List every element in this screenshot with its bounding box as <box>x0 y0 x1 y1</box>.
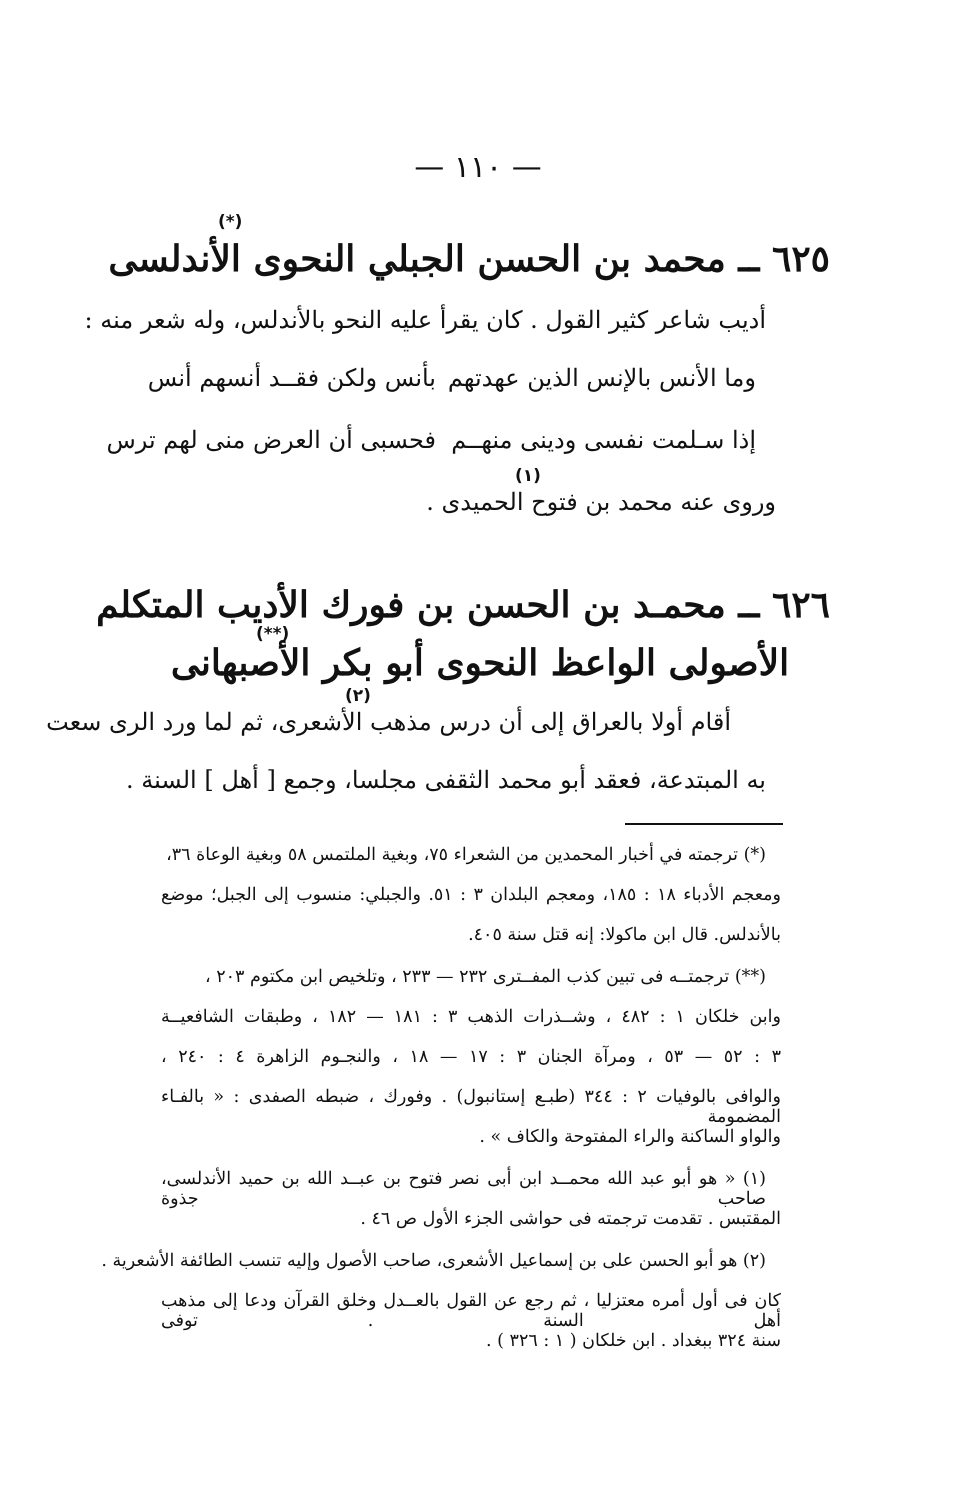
footnote-line: سنة ٣٢٤ ببغداد . ابن خلكان ( ١ : ٣٢٦ ) . <box>486 1331 781 1351</box>
entry-625-closing-line: وروى عنه محمد بن فتوح الحميدى . <box>426 488 776 516</box>
verse-1-second-hemistich: بأنس ولكن فقــد أنسهم أنس <box>147 364 436 392</box>
line-footnote-marker-2: (٢) <box>345 686 371 706</box>
footnote-line: كان فى أول أمره معتزليا ، ثم رجع عن القول بالعــدل وخلق القرآن ودعا إلى مذهب أهل السنة . توفى <box>161 1291 781 1331</box>
footnote-line: (*) ترجمته في أخبار المحمدين من الشعراء ٧٥، وبغية الملتمس ٥٨ وبغية الوعاة ٣٦، <box>166 845 766 865</box>
footnote-line: والواو الساكنة والراء المفتوحة والكاف » . <box>479 1127 781 1147</box>
footnote-line: (٢) هو أبو الحسن على بن إسماعيل الأشعرى، صاحب الأصول وإليه تنسب الطائفة الأشعرية . <box>101 1251 766 1271</box>
verse-1-first-hemistich: وما الأنس بالإنس الذين عهدتهم <box>447 364 756 392</box>
verse-2-second-hemistich: فحسبى أن العرض منى لهم ترس <box>106 426 436 454</box>
footnote-line: (١) « هو أبو عبد الله محمــد ابن أبى نصر فتوح بن عبــد الله بن حميد الأندلسى، صاحب جذوة <box>161 1169 766 1209</box>
footnote-line: ٣ : ٥٢ — ٥٣ ، ومرآة الجنان ٣ : ١٧ — ١٨ ، والنجـوم الزاهرة ٤ : ٢٤٠ ، <box>161 1047 781 1067</box>
footnote-line: ومعجم الأدباء ١٨ : ١٨٥، ومعجم البلدان ٣ : ٥١. والجبلي: منسوب إلى الجبل؛ موضع <box>161 885 781 905</box>
entry-heading-626-line-2: الأصولى الواعظ النحوى أبو بكر الأصبهانى <box>170 642 790 684</box>
entry-625-text-line: أديب شاعر كثير القول . كان يقرأ عليه النحو بالأندلس، وله شعر منه : <box>84 306 766 334</box>
verse-2-first-hemistich: إذا سـلمت نفسى ودينى منهــم <box>451 426 756 454</box>
page-number: — ١١٠ — <box>414 150 542 185</box>
heading-footnote-marker: (*) <box>218 212 243 232</box>
footnote-line: وابن خلكان ١ : ٤٨٢ ، وشــذرات الذهب ٣ : ١٨١ — ١٨٢ ، وطبقات الشافعيــة <box>161 1007 781 1027</box>
line-footnote-marker-1: (١) <box>515 466 541 486</box>
entry-626-text-line-1: أقام أولا بالعراق إلى أن درس مذهب الأشعرى، ثم لما ورد الرى سعت <box>46 708 731 736</box>
footnote-line: (**) ترجمتــه فى تبين كذب المفــترى ٢٣٢ — ٢٣٣ ، وتلخيص ابن مكتوم ٢٠٣ ، <box>205 967 766 987</box>
footnote-divider <box>625 823 783 825</box>
footnote-line: المقتبس . تقدمت ترجمته فى حواشى الجزء الأول ص ٤٦ . <box>360 1209 781 1229</box>
heading-footnote-marker-2: (**) <box>256 624 290 644</box>
entry-heading-625: ٦٢٥ ــ محمد بن الحسن الجبلي النحوى الأندلسى <box>108 238 830 280</box>
footnote-line: والوافى بالوفيات ٢ : ٣٤٤ (طبـع إستانبول) . وفورك ، ضبطه الصفدى : « بالفـاء المضمومة <box>161 1087 781 1127</box>
entry-heading-626-line-1: ٦٢٦ ــ محمـد بن الحسن بن فورك الأديب المتكلم <box>96 584 830 626</box>
entry-626-text-line-2: به المبتدعة، فعقد أبو محمد الثقفى مجلسا، وجمع [ أهل ] السنة . <box>125 766 766 794</box>
footnote-line: بالأندلس. قال ابن ماكولا: إنه قتل سنة ٤٠٥. <box>468 925 781 945</box>
